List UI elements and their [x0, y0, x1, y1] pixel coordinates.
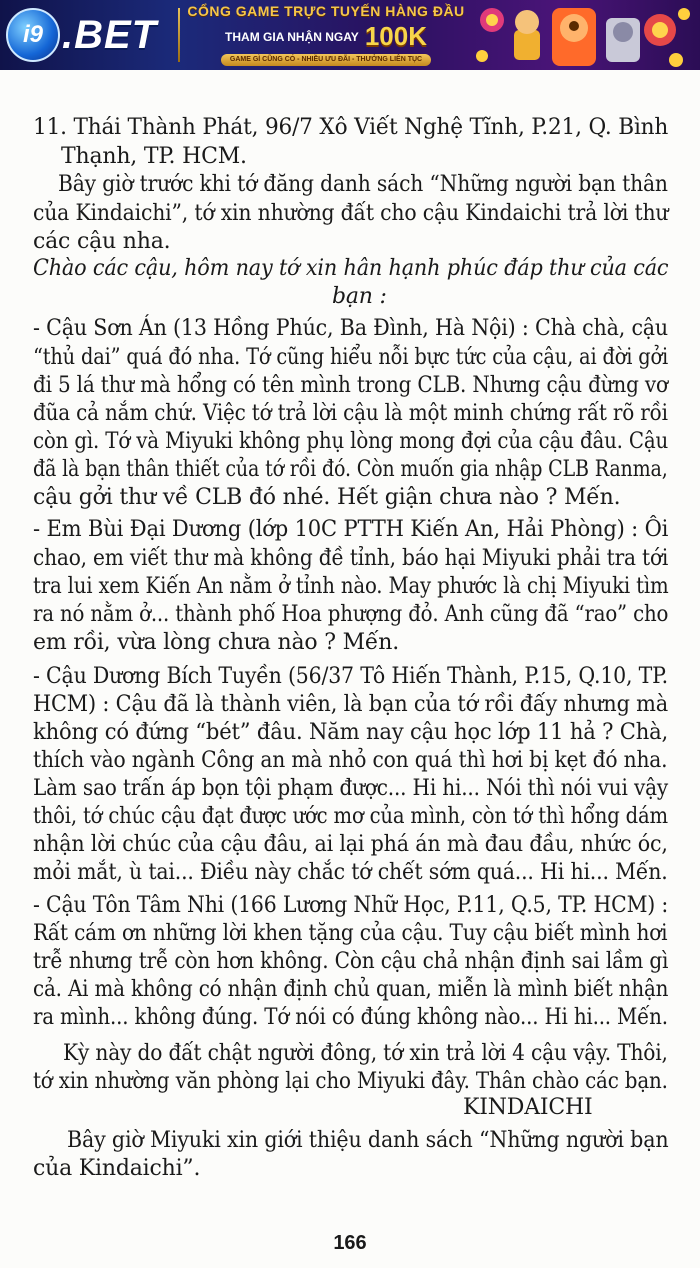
text-line: còn gì. Tớ và Miyuki không phụ lòng mong đợi của cậu đâu. Cậu — [33, 429, 669, 454]
promo-headline: CỔNG GAME TRỰC TUYẾN HÀNG ĐẦU — [187, 3, 465, 19]
text-line: không có đứng “bét” đâu. Năm nay cậu học lớp 11 hả ? Chà, — [33, 720, 669, 745]
text-line: em rồi, vừa lòng chưa nào ? Mến. — [33, 630, 400, 655]
text-line: - Cậu Dương Bích Tuyền (56/37 Tô Hiến Thành, P.15, Q.10, TP. — [33, 664, 668, 689]
text-line: đi 5 lá thư mà hổng có tên mình trong CLB. Nhưng cậu đừng vơ — [33, 373, 668, 398]
text-line: đã là bạn thân thiết của tớ rồi đó. Còn muốn gia nhập CLB Ranma, — [33, 457, 668, 482]
logo-text: .BET — [62, 12, 158, 57]
text-line: - Cậu Tôn Tâm Nhi (166 Lương Nhữ Học, P.11, Q.5, TP. HCM) : — [33, 893, 669, 918]
promo-amount: 100K — [364, 21, 427, 51]
signature-line: KINDAICHI — [463, 1095, 593, 1120]
text-line: Kỳ này do đất chật người đông, tớ xin trả lời 4 cậu vậy. Thôi, — [63, 1041, 668, 1066]
text-line: Rất cám ơn những lời khen tặng của cậu. Tuy cậu biết mình hơi — [33, 921, 668, 946]
i9bet-logo — [6, 8, 157, 62]
text-line: nhận lời chúc của cậu đâu, ai lại phá án mà đau đầu, nhức óc, — [33, 832, 668, 857]
text-line: Làm sao trấn áp bọn tội phạm được... Hi hi... Nói thì nói vui vậy — [33, 776, 669, 801]
promo-join — [186, 21, 466, 52]
text-line: HCM) : Cậu đã là thành viên, là bạn của tớ rồi đấy nhưng mà — [33, 692, 669, 717]
text-line: ra mình... không đúng. Tớ nói có đúng không nào... Hi hi... Mến. — [33, 1005, 668, 1030]
text-line: mỏi mắt, ù tai... Điều này chắc tớ chết sớm quá... Hi hi... Mến. — [33, 860, 668, 885]
promo-tagline: GAME GÌ CŨNG CÓ - NHIỀU ƯU ĐÃI - THƯỞNG LIÊN TỤC — [221, 54, 431, 66]
text-line: chao, em viết thư mà không đề tỉnh, báo hại Miyuki phải tra tới — [33, 546, 669, 571]
text-line: Chào các cậu, hôm nay tớ xin hân hạnh phúc đáp thư của các — [33, 256, 669, 281]
text-line: đũa cả nắm chứ. Việc tớ trả lời cậu là một minh chứng rất rõ rồi — [33, 401, 668, 426]
text-line: tớ xin nhường văn phòng lại cho Miyuki đây. Thân chào các bạn. — [33, 1069, 668, 1094]
text-line: bạn : — [332, 284, 387, 309]
banner-divider — [178, 8, 180, 62]
text-line: Thạnh, TP. HCM. — [61, 144, 247, 169]
text-line: cậu gởi thư về CLB đó nhé. Hết giận chưa nào ? Mến. — [33, 485, 621, 510]
text-line: của Kindaichi”, tớ xin nhường đất cho cậu Kindaichi trả lời thư — [33, 201, 669, 226]
text-line: các cậu nha. — [33, 229, 171, 254]
text-line: 11. Thái Thành Phát, 96/7 Xô Viết Nghệ Tĩnh, P.21, Q. Bình — [33, 115, 669, 140]
promo-join-text: THAM GIA NHẬN NGAY — [225, 29, 359, 44]
text-line: tra lui xem Kiến An nằm ở tỉnh nào. May phước là chị Miyuki tìm — [33, 574, 669, 599]
text-line: của Kindaichi”. — [33, 1156, 201, 1181]
text-line: - Em Bùi Đại Dương (lớp 10C PTTH Kiến An, Hải Phòng) : Ôi — [33, 517, 669, 542]
text-line: Bây giờ Miyuki xin giới thiệu danh sách “Những người bạn — [67, 1128, 669, 1153]
text-line: - Cậu Sơn Án (13 Hồng Phúc, Ba Đình, Hà Nội) : Chà chà, cậu — [33, 316, 668, 341]
ad-banner[interactable] — [0, 0, 700, 70]
text-line: thôi, tớ chúc cậu đạt được ước mơ của mình, còn tớ thì hổng dám — [33, 804, 668, 829]
logo-mark-icon: i9 — [6, 8, 60, 62]
text-line: Bây giờ trước khi tớ đăng danh sách “Những người bạn thân — [58, 172, 668, 197]
casino-art-icon — [470, 0, 700, 70]
promo-block — [186, 3, 466, 66]
text-line: trễ nhưng trễ còn hơn không. Còn cậu chả nhận định sai lầm gì — [33, 949, 669, 974]
text-line: “thủ dai” quá đó nha. Tớ cũng hiểu nỗi bực tức của cậu, ai đời gởi — [33, 345, 669, 370]
text-line: thích vào ngành Công an mà nhỏ con quá thì hơi bị kẹt đó nha. — [33, 748, 668, 773]
text-line: ra nó nằm ở... thành phố Hoa phượng đỏ. Anh cũng đã “rao” cho — [33, 602, 669, 627]
scanned-page — [0, 70, 700, 1268]
page-number: 166 — [333, 1232, 367, 1254]
text-line: cả. Ai mà không có nhận định chủ quan, miễn là mình biết nhận — [33, 977, 669, 1002]
